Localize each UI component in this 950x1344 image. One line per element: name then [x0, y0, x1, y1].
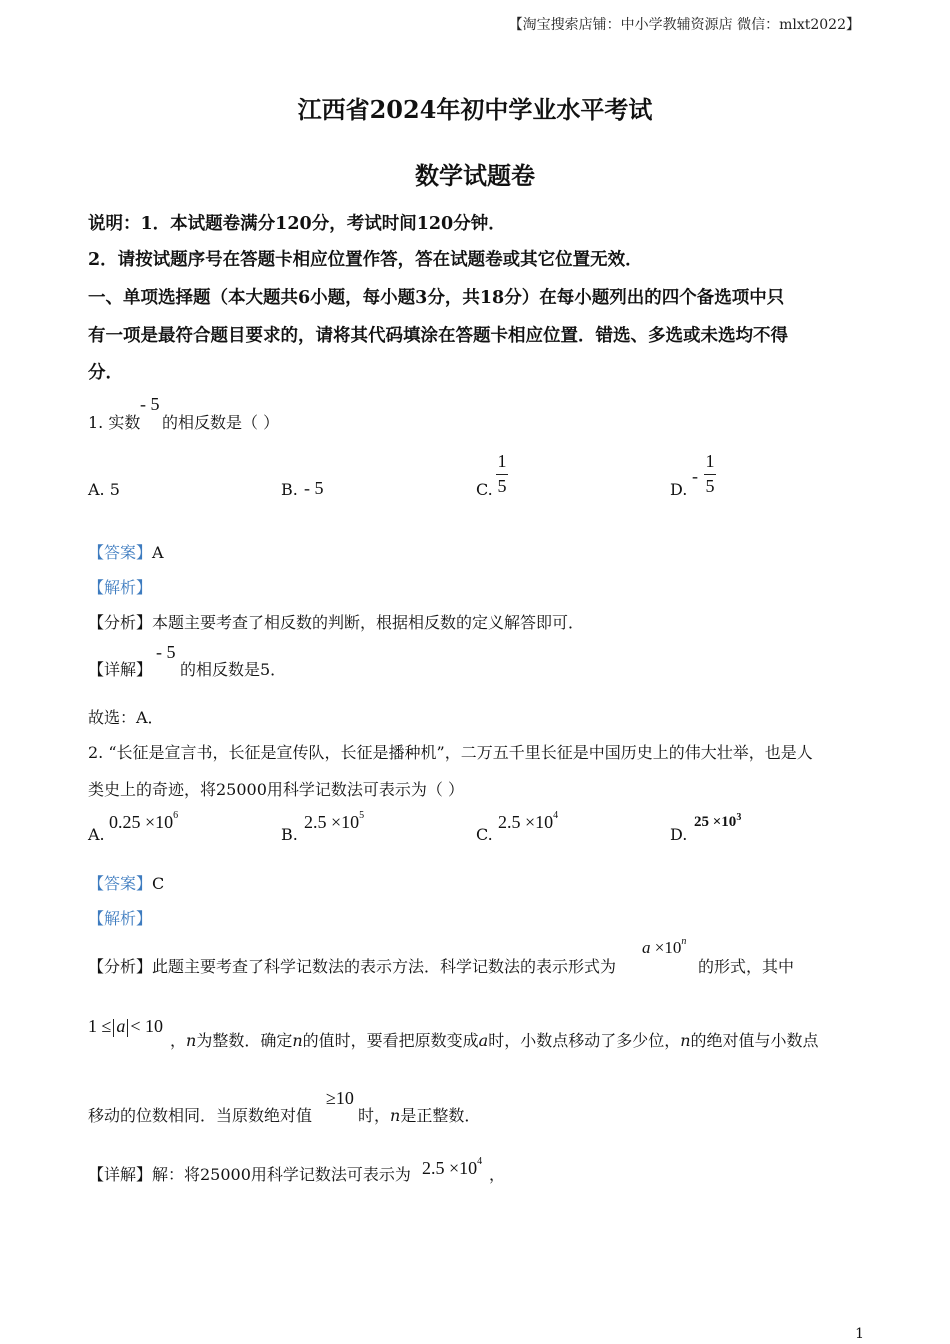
q2-option-d-label: D.: [670, 825, 688, 844]
section-heading-line-1: 一、单项选择题（本大题共6小题，每小题3分，共18分）在每小题列出的四个备选项中只: [88, 288, 785, 308]
q2-move-t1: 时，: [358, 1106, 391, 1125]
q2-option-d-base: 25 ×10: [694, 814, 737, 830]
q2-fenxi-expr: [642, 938, 686, 958]
q2-answer-value: C: [152, 874, 165, 893]
instruction-line-2: 2．请按试题序号在答题卡相应位置作答，答在试题卷或其它位置无效．: [88, 250, 643, 270]
q2-detail-end: ，: [489, 1165, 506, 1184]
q1-answer-tag: 【答案】: [88, 543, 153, 562]
exam-title: 江西省2024年初中学业水平考试: [297, 95, 653, 124]
q1-option-c-numerator: 1: [497, 451, 507, 471]
q1-option-b-label: B.: [281, 480, 298, 499]
q2-option-b-value: [304, 812, 364, 833]
q2-option-a-exponent: 6: [173, 810, 179, 821]
q2-cond-t3: 的值时，要看把原数变成: [302, 1031, 479, 1050]
q2-option-b-exponent: 5: [359, 810, 365, 821]
q1-option-d-label: D.: [670, 480, 688, 499]
q2-stem-line-1: 2. “长征是宣言书，长征是宣传队，长征是播种机”，二万五千里长征是中国历史上的伟大壮举，也是人: [88, 743, 813, 762]
q2-move-t2: 是正整数．: [400, 1106, 481, 1125]
q2-option-a-value: [109, 812, 178, 833]
q1-option-d-denominator: 5: [705, 475, 715, 496]
page-number: 1: [855, 1326, 864, 1342]
q1-option-d-sign: -: [692, 466, 698, 486]
q2-condition-left: 1 ≤: [88, 1016, 112, 1036]
q1-stem-expr: - 5: [140, 394, 160, 414]
q1-answer: [88, 540, 164, 563]
q2-cond-t4: 时，小数点移动了多少位，: [488, 1031, 681, 1050]
q2-fenxi-tail: 的形式，其中: [698, 957, 795, 976]
q1-choose: 故选：A．: [88, 708, 164, 727]
q1-answer-value: A: [152, 543, 164, 562]
q2-option-c-exponent: 4: [553, 810, 559, 821]
section-heading-line-2: 有一项是最符合题目要求的，请将其代码填涂在答题卡相应位置．错选、多选或未选均不得: [88, 326, 788, 346]
q1-detail-expr: - 5: [156, 642, 176, 662]
q1-option-d-numerator: 1: [705, 451, 715, 471]
q2-condition-expr: [88, 1016, 163, 1037]
q2-move-n: n: [390, 1106, 401, 1125]
q2-fenxi-expr-n: n: [681, 936, 687, 947]
q1-option-c-label: C.: [476, 480, 493, 499]
q2-fenxi-expr-base: ×10: [650, 938, 682, 957]
header-note: 【淘宝搜索店铺：中小学教辅资源店 微信：mlxt2022】: [508, 17, 860, 33]
q2-cond-t5: 的绝对值与小数点: [690, 1031, 819, 1050]
q2-option-d-exponent: 3: [736, 812, 742, 823]
q1-analysis-tag: 【解析】: [88, 578, 153, 597]
q2-condition-right: < 10: [130, 1016, 164, 1036]
q1-stem-suffix: 的相反数是（ ）: [162, 413, 280, 432]
q2-fenxi-expr-a: a: [642, 938, 651, 957]
q2-move-text: 移动的位数相同．当原数绝对值: [88, 1106, 313, 1125]
q2-option-d-value: [694, 814, 741, 831]
q2-cond-t2: 为整数．确定: [196, 1031, 293, 1050]
q2-fenxi-text: 【分析】此题主要考查了科学记数法的表示方法．科学记数法的表示形式为: [88, 957, 617, 976]
q2-answer-tag: 【答案】: [88, 874, 153, 893]
q2-analysis-tag: 【解析】: [88, 909, 153, 928]
q2-cond-n2: n: [292, 1031, 303, 1050]
q1-detail-tag: 【详解】: [88, 660, 153, 679]
q1-stem-prefix: 1. 实数: [88, 413, 141, 432]
q1-option-d-fraction: [704, 452, 716, 497]
q2-detail-text: 【详解】解：将25000用科学记数法可表示为: [88, 1165, 411, 1184]
q2-option-c-base: 2.5 ×10: [498, 812, 554, 832]
q2-cond-n1: n: [186, 1031, 197, 1050]
q2-detail-expr: [422, 1158, 482, 1179]
q2-option-b-label: B.: [281, 825, 298, 844]
q2-answer: [88, 871, 164, 894]
section-heading-line-3: 分．: [88, 363, 123, 383]
q2-option-c-value: [498, 812, 558, 833]
q2-detail-base: 2.5 ×10: [422, 1158, 478, 1178]
q2-cond-a2: a: [478, 1031, 489, 1050]
q1-option-c-denominator: 5: [497, 475, 507, 496]
q2-detail-exponent: 4: [477, 1156, 483, 1167]
q2-stem-line-2: 类史上的奇迹，将25000用科学记数法可表示为（ ）: [88, 780, 464, 799]
q2-cond-n3: n: [680, 1031, 691, 1050]
q2-move-tail: [358, 1103, 480, 1126]
q2-condition-a: a: [116, 1016, 126, 1036]
instruction-line-1: 说明：1．本试题卷满分120分，考试时间120分钟．: [88, 214, 506, 234]
q1-fenxi: 【分析】本题主要考查了相反数的判断，根据相反数的定义解答即可．: [88, 613, 585, 632]
q2-option-b-base: 2.5 ×10: [304, 812, 360, 832]
q1-option-c-fraction: [496, 452, 508, 497]
exam-subtitle: 数学试题卷: [415, 161, 535, 190]
q2-move-expr: ≥10: [326, 1088, 354, 1108]
q2-option-c-label: C.: [476, 825, 493, 844]
q2-option-a-base: 0.25 ×10: [109, 812, 174, 832]
q2-option-a-label: A.: [88, 825, 105, 844]
q1-detail-text: 的相反数是5．: [180, 660, 287, 679]
q1-option-b-value: - 5: [304, 478, 324, 498]
q2-condition-text: [170, 1028, 819, 1051]
q1-option-a: A. 5: [88, 480, 120, 499]
q2-cond-t1: ，: [170, 1031, 187, 1050]
